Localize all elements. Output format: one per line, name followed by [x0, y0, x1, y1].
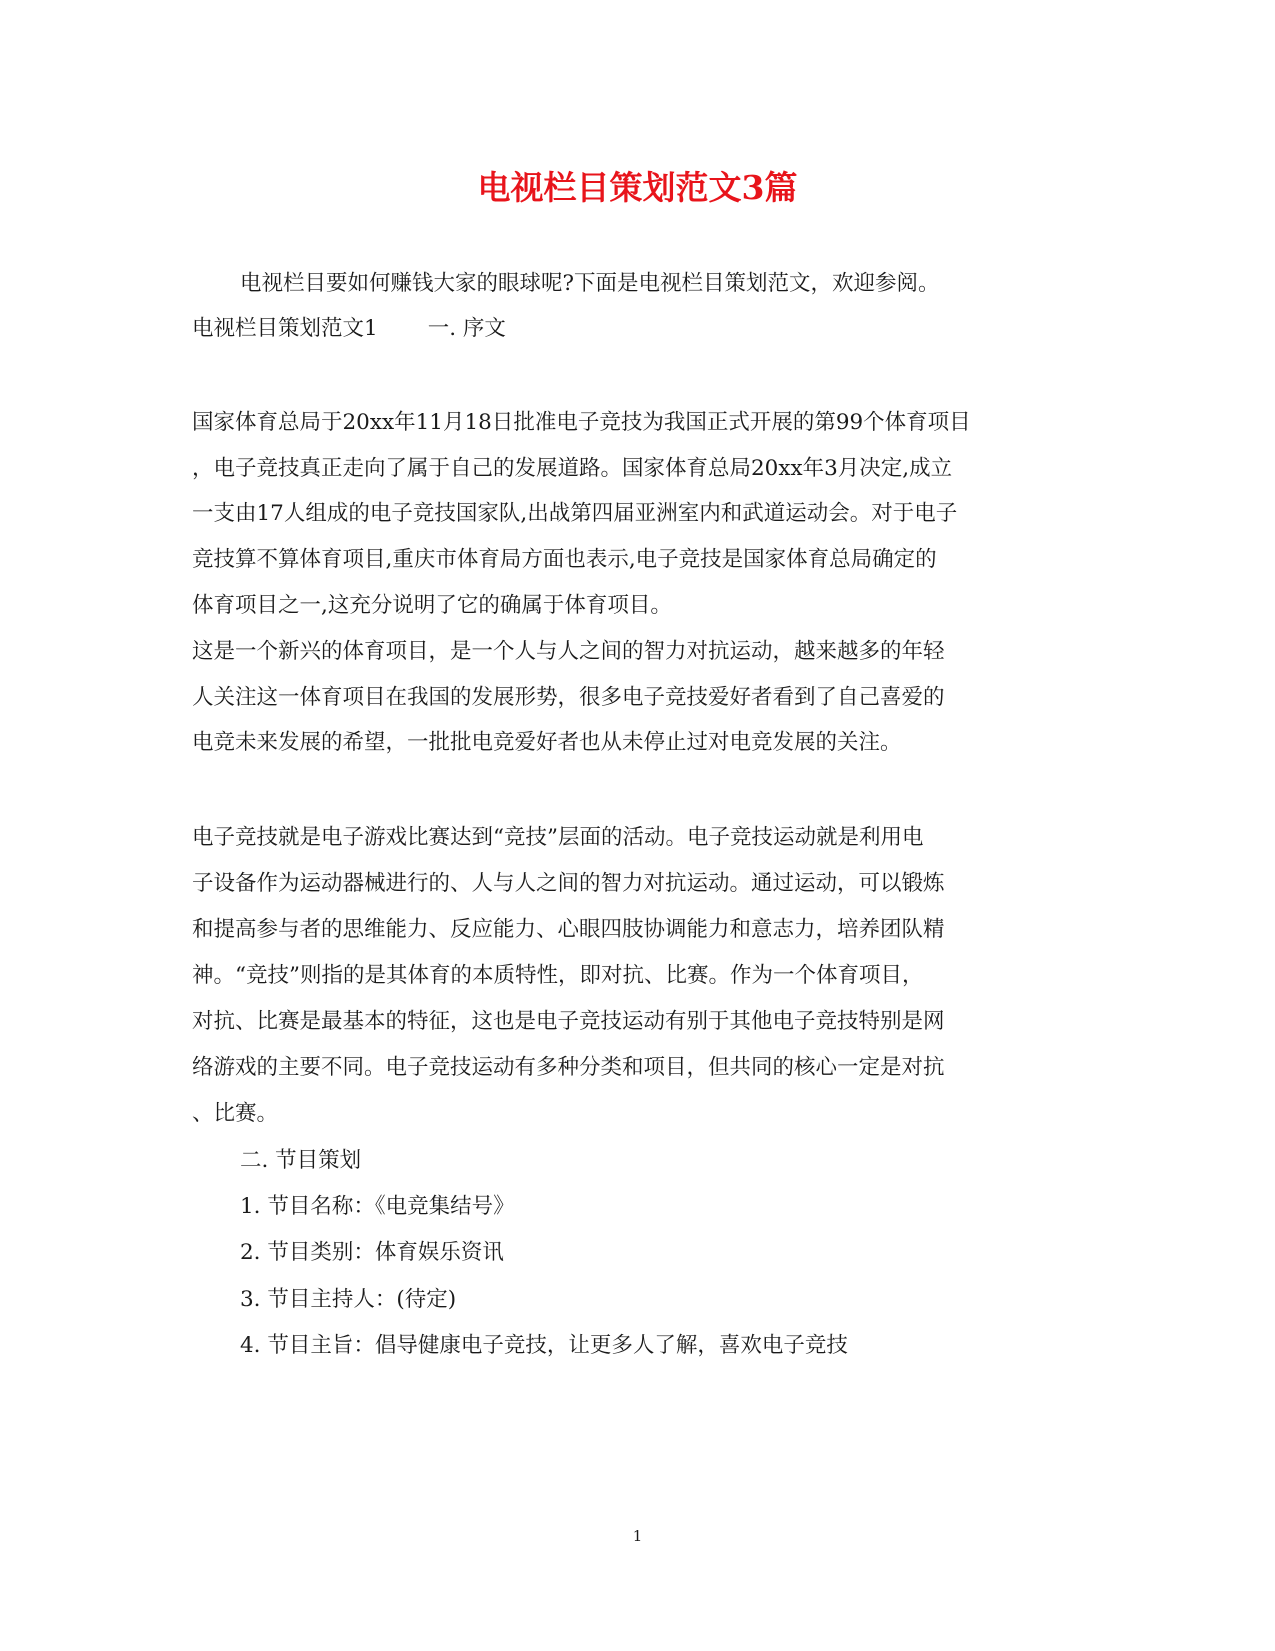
paragraph-line: ，电子竞技真正走向了属于自己的发展道路。国家体育总局20xx年3月决定,成立: [192, 456, 953, 481]
paragraph-line: 络游戏的主要不同。电子竞技运动有多种分类和项目，但共同的核心一定是对抗: [192, 1055, 945, 1080]
section2-heading: 二. 节目策划: [240, 1148, 362, 1173]
list-item: 4. 节目主旨：倡导健康电子竞技，让更多人了解，喜欢电子竞技: [240, 1333, 848, 1358]
paragraph-line: 电子竞技就是电子游戏比赛达到“竞技”层面的活动。电子竞技运动就是利用电: [192, 825, 924, 850]
paragraph-line: 一支由17人组成的电子竞技国家队,出战第四届亚洲室内和武道运动会。对于电子: [192, 501, 958, 526]
section-heading-line: [192, 315, 1082, 343]
paragraph-line: 、比赛。: [192, 1101, 279, 1126]
section-label: 电视栏目策划范文1: [192, 316, 378, 341]
paragraph-line: 神。“竞技”则指的是其体育的本质特性，即对抗、比赛。作为一个体育项目，: [192, 963, 924, 988]
paragraph-line: 对抗、比赛是最基本的特征，这也是电子竞技运动有别于其他电子竞技特别是网: [192, 1009, 945, 1034]
list-item: 2. 节目类别：体育娱乐资讯: [240, 1240, 504, 1265]
paragraph-line: 人关注这一体育项目在我国的发展形势，很多电子竞技爱好者看到了自己喜爱的: [192, 685, 945, 710]
section-heading: 一. 序文: [427, 316, 506, 341]
intro-text: 电视栏目要如何赚钱大家的眼球呢?下面是电视栏目策划范文，欢迎参阅。: [240, 271, 940, 296]
paragraph-line: 体育项目之一,这充分说明了它的确属于体育项目。: [192, 593, 672, 618]
paragraph-line: 子设备作为运动器械进行的、人与人之间的智力对抗运动。通过运动，可以锻炼: [192, 871, 945, 896]
paragraph-line: 国家体育总局于20xx年11月18日批准电子竞技为我国正式开展的第99个体育项目: [192, 410, 971, 435]
paragraph-line: 这是一个新兴的体育项目，是一个人与人之间的智力对抗运动，越来越多的年轻: [192, 639, 945, 664]
list-item: 1. 节目名称：《电竞集结号》: [240, 1194, 515, 1219]
paragraph-line: 电竞未来发展的希望，一批批电竞爱好者也从未停止过对电竞发展的关注。: [192, 730, 902, 755]
paragraph-line: 和提高参与者的思维能力、反应能力、心眼四肢协调能力和意志力，培养团队精: [192, 917, 945, 942]
page-number: 1: [632, 1527, 643, 1545]
list-item: 3. 节目主持人：(待定): [240, 1287, 457, 1312]
document-title: 电视栏目策划范文3篇: [477, 168, 798, 207]
paragraph-line: 竞技算不算体育项目,重庆市体育局方面也表示,电子竞技是国家体育总局确定的: [192, 547, 937, 572]
